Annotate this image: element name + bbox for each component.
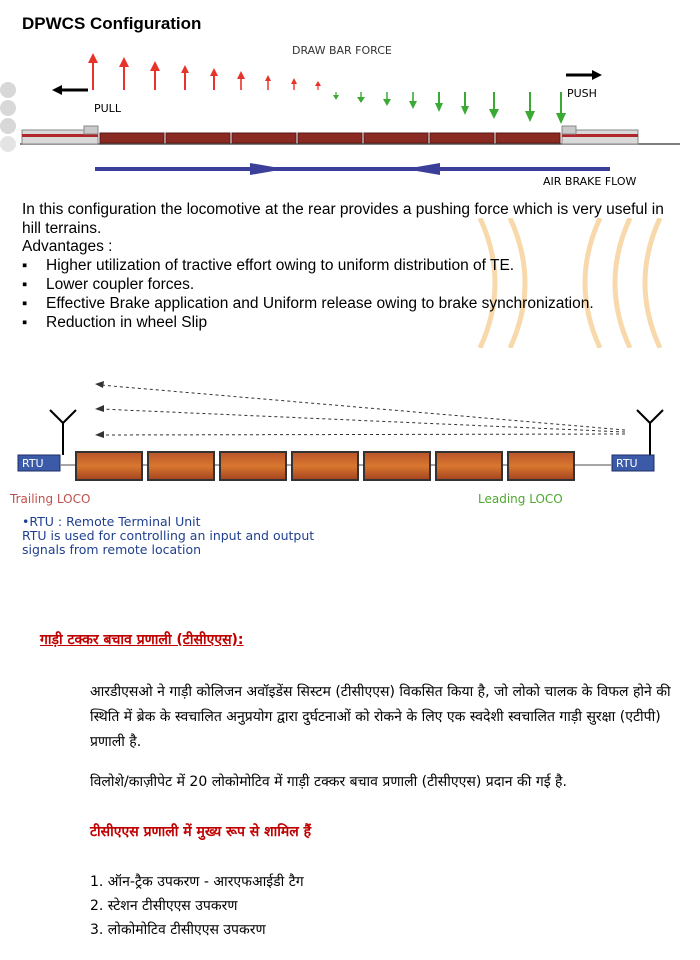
pull-force-arrow-icon — [119, 57, 129, 90]
wagon — [220, 452, 286, 480]
list-item: ▪ Reduction in wheel Slip — [22, 313, 672, 332]
rtu-right-label: RTU — [616, 457, 638, 470]
rtu-note — [22, 515, 314, 557]
push-force-arrow-icon — [489, 92, 499, 119]
draw-bar-force-diagram — [0, 40, 700, 190]
list-item: ▪ Effective Brake application and Uniform release owing to brake synchronization. — [22, 294, 672, 313]
tcas-deployment-note: विलोशे/काज़ीपेट में 20 लोकोमोटिव में गाड़ी टक्कर बचाव प्रणाली (टीसीएएस) प्रदान की गई है. — [90, 774, 567, 790]
rtu-note-line: signals from remote location — [22, 542, 202, 557]
rtu-note-line: •RTU : Remote Terminal Unit — [22, 514, 201, 529]
rtu-note-line: RTU is used for controlling an input and output — [22, 528, 315, 543]
list-item: 2. स्टेशन टीसीएएस उपकरण — [90, 898, 238, 914]
wagon — [298, 133, 362, 143]
decor-circle — [0, 118, 16, 134]
wagon — [436, 452, 502, 480]
pull-force-arrow-icon — [315, 81, 321, 90]
advantages-heading: Advantages : — [22, 238, 113, 255]
wagon — [430, 133, 494, 143]
push-force-arrow-icon — [409, 92, 417, 109]
wagon — [232, 133, 296, 143]
tcas-heading: गाड़ी टक्कर बचाव प्रणाली (टीसीएएस): — [40, 632, 244, 648]
pull-arrow-icon — [52, 85, 88, 95]
push-label: PUSH — [567, 87, 597, 100]
pull-force-arrow-icon — [88, 53, 98, 90]
push-force-arrow-icon — [556, 92, 566, 124]
wagon — [364, 133, 428, 143]
rtu-left-label: RTU — [22, 457, 44, 470]
wagon — [148, 452, 214, 480]
configuration-description: In this configuration the locomotive at the rear provides a pushing force which is very useful in hill terrains. — [22, 201, 664, 237]
wagon — [292, 452, 358, 480]
tcas-subheading: टीसीएएस प्रणाली में मुख्य रूप से शामिल हैं — [90, 824, 312, 840]
left-antenna-icon — [50, 410, 76, 455]
pull-force-arrow-icon — [237, 71, 245, 90]
trailing-loco-label: Trailing LOCO — [10, 492, 91, 506]
pull-force-arrow-icon — [150, 61, 160, 90]
list-item: 1. ऑन-ट्रैक उपकरण - आरएफआईडी टैग — [90, 874, 304, 890]
train-illustration — [20, 126, 680, 144]
wagon — [166, 133, 230, 143]
left-locomotive-icon — [22, 126, 98, 144]
pull-force-arrow-icon — [210, 68, 218, 90]
wagon — [364, 452, 430, 480]
push-force-arrow-icon — [383, 92, 391, 106]
draw-bar-force-label: DRAW BAR FORCE — [292, 44, 392, 57]
air-brake-flow-label: AIR BRAKE FLOW — [543, 175, 637, 188]
pull-force-arrow-icon — [265, 75, 271, 90]
wagon — [496, 133, 560, 143]
signal-lines — [100, 385, 625, 435]
decor-circle — [0, 136, 16, 152]
push-force-arrow-icon — [333, 92, 339, 100]
wagon — [76, 452, 142, 480]
right-locomotive-icon — [562, 126, 638, 144]
push-arrow-icon — [566, 70, 602, 80]
pull-force-arrow-icon — [181, 65, 189, 90]
push-force-arrow-icon — [461, 92, 469, 115]
decor-circle — [0, 82, 16, 98]
right-antenna-icon — [637, 410, 663, 455]
decor-circle — [0, 100, 16, 116]
list-item: 3. लोकोमोटिव टीसीएएस उपकरण — [90, 922, 266, 938]
push-force-arrow-icon — [435, 92, 443, 112]
page-title: DPWCS Configuration — [22, 14, 202, 33]
wagon — [100, 133, 164, 143]
air-brake-flow-bar — [95, 163, 610, 175]
pull-label: PULL — [94, 102, 121, 115]
signal-arrowheads — [95, 381, 104, 438]
advantages-list — [22, 256, 672, 332]
list-item: ▪ Higher utilization of tractive effort owing to uniform distribution of TE. — [22, 256, 672, 275]
pull-force-arrow-icon — [291, 78, 297, 90]
rtu-diagram — [0, 375, 700, 515]
tcas-components-list — [90, 870, 304, 942]
list-item: ▪ Lower coupler forces. — [22, 275, 672, 294]
leading-loco-label: Leading LOCO — [478, 492, 563, 506]
push-force-arrow-icon — [357, 92, 365, 103]
push-force-arrow-icon — [525, 92, 535, 122]
tcas-description: आरडीएसओ ने गाड़ी कोलिजन अवॉइडेंस सिस्टम (टीसीएएस) विकसित किया है, जो लोको चालक के विफल होने की स्थिति में ब्रेक के स्वचालित अनुप्रयोग द्वारा दुर्घटनाओं को रोकने के लिए एक स्वदेशी स्वचालित गाड़ी सुरक्षा (एटीपी) प्रणाली है. — [90, 684, 671, 750]
wagon — [508, 452, 574, 480]
